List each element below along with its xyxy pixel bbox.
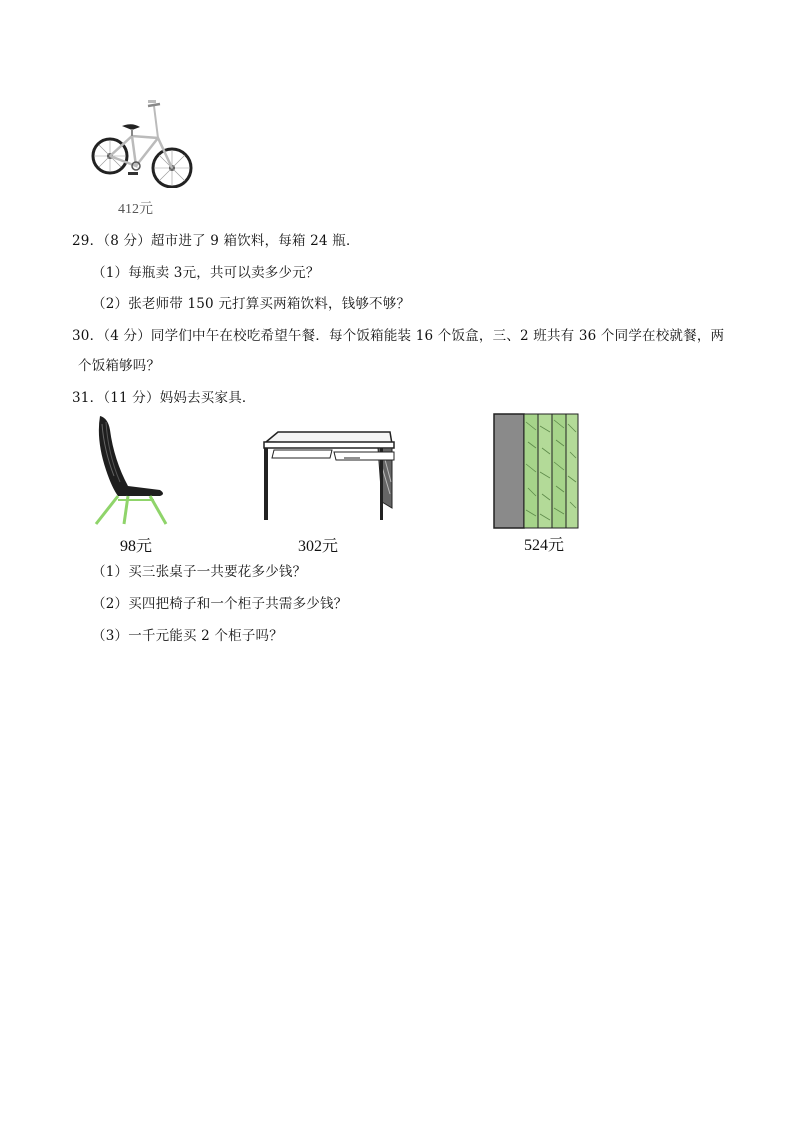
desk-figure xyxy=(260,430,400,555)
question-score: （8 分） xyxy=(103,233,151,249)
chair-price: 98元 xyxy=(120,538,153,555)
desk-icon xyxy=(260,430,400,524)
question-score: （11 分） xyxy=(103,390,160,406)
cabinet-figure xyxy=(492,412,584,555)
question-text: 超市进了 9 箱饮料，每箱 24 瓶． xyxy=(150,233,360,249)
question-31-part-1: （1）买三张桌子一共要花多少钱？ xyxy=(92,564,307,580)
chair-figure xyxy=(88,410,178,555)
question-31 xyxy=(72,386,256,406)
desk-price: 302元 xyxy=(298,538,339,555)
question-31-part-2: （2）买四把椅子和一个柜子共需多少钱？ xyxy=(92,596,348,612)
question-text: 妈妈去买家具． xyxy=(159,390,256,406)
question-text: 同学们中午在校吃希望午餐．每个饭箱能装 16 个饭盒，三、2 班共有 36 个同学在校就餐，两 xyxy=(150,328,725,344)
bicycle-price: 412元 xyxy=(118,202,153,217)
question-31-part-3: （3）一千元能买 2 个柜子吗？ xyxy=(92,628,283,644)
question-30-continuation: 个饭箱够吗？ xyxy=(78,358,161,374)
question-29-part-2: （2）张老师带 150 元打算买两箱饮料，钱够不够？ xyxy=(92,296,411,312)
bicycle-icon xyxy=(88,96,196,188)
chair-icon xyxy=(88,410,178,528)
question-number: 30． xyxy=(72,328,104,344)
cabinet-icon xyxy=(492,412,584,532)
question-number: 29． xyxy=(72,233,104,249)
question-score: （4 分） xyxy=(103,328,151,344)
question-29-part-1: （1）每瓶卖 3元，共可以卖多少元？ xyxy=(92,265,320,281)
question-30 xyxy=(72,324,724,344)
bicycle-figure xyxy=(88,96,196,218)
question-29 xyxy=(72,229,360,249)
cabinet-price: 524元 xyxy=(524,537,565,554)
question-number: 31． xyxy=(72,390,104,406)
